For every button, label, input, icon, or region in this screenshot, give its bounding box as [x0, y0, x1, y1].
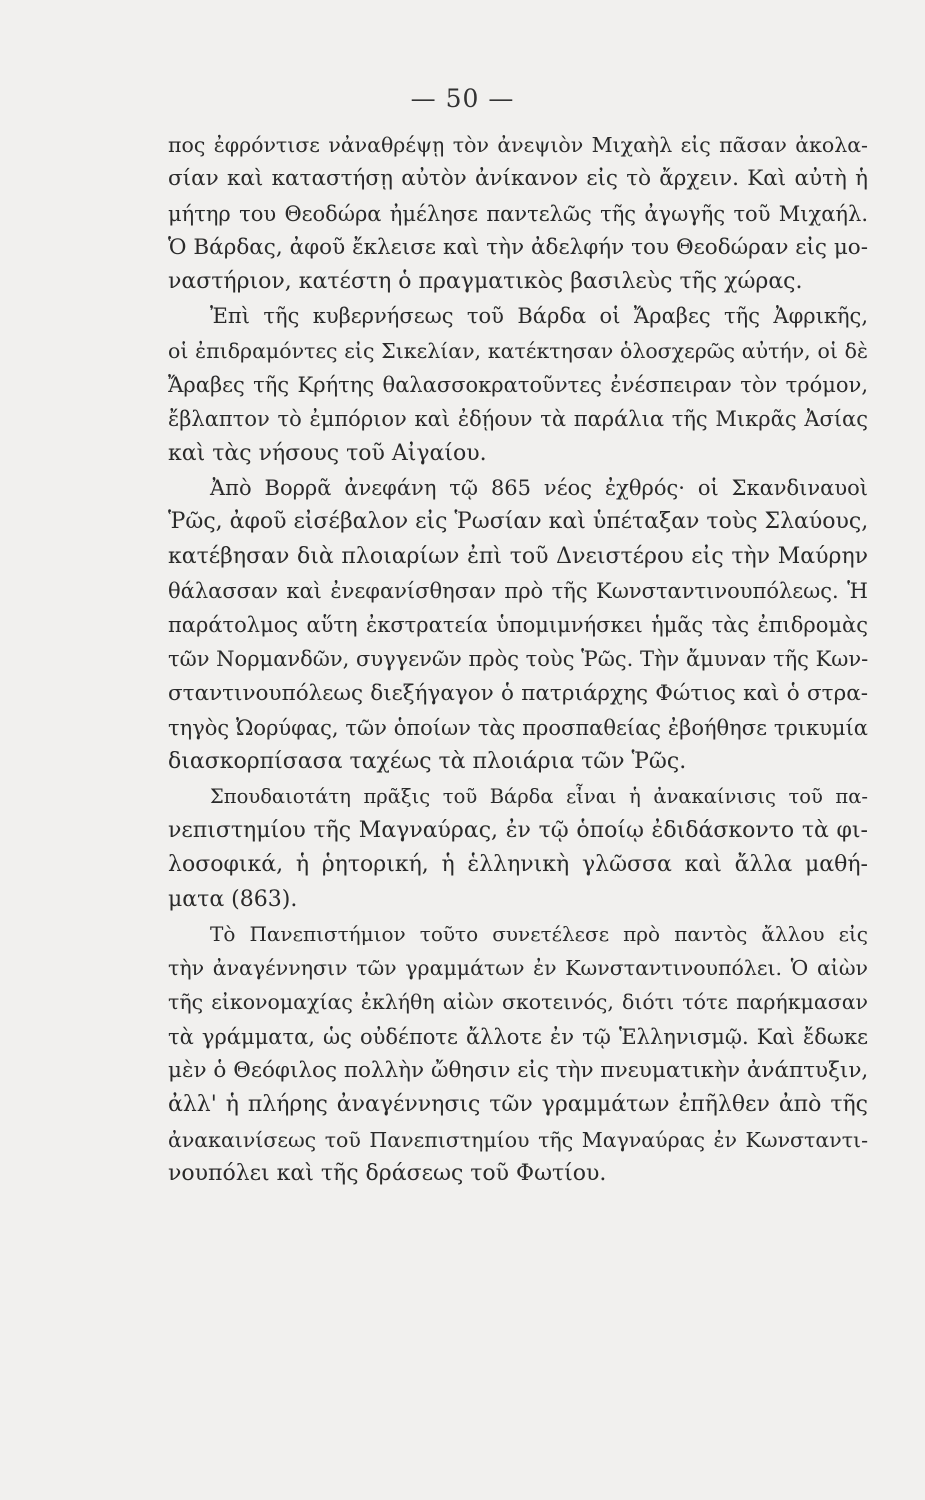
text-line: ἀνακαινίσεως τοῦ Πανεπιστημίου τῆς Μαγναύρας ἐν Κωνσταντι-	[168, 1127, 868, 1152]
text-line: τηγὸς Ὠορύφας, τῶν ὁποίων τὰς προσπαθείας ἐβοήθησε τρικυμία	[168, 716, 868, 741]
text-line: καὶ τὰς νήσους τοῦ Αἰγαίου.	[168, 440, 487, 466]
paragraph-4	[168, 780, 868, 917]
text-line: οἱ ἐπιδραμόντες εἰς Σικελίαν, κατέκτησαν ὁλοσχερῶς αὐτήν, οἱ δὲ	[168, 338, 868, 363]
text-line: τὴν ἀναγέννησιν τῶν γραμμάτων ἐν Κωνσταντινουπόλει. Ὁ αἰὼν	[168, 956, 868, 981]
paragraph-1	[168, 128, 868, 299]
text-line: πος ἐφρόντισε νἀναθρέψῃ τὸν ἀνεψιὸν Μιχαὴλ εἰς πᾶσαν ἀκολα-	[168, 133, 868, 157]
text-line: διασκορπίσασα ταχέως τὰ πλοιάρια τῶν Ῥῶς.	[168, 749, 687, 775]
text-line: Ὁ Βάρδας, ἀφοῦ ἔκλεισε καὶ τὴν ἀδελφήν του Θεοδώραν εἰς μο-	[168, 234, 868, 260]
text-line: ἀλλ' ἡ πλήρης ἀναγέννησις τῶν γραμμάτων ἐπῆλθεν ἀπὸ τῆς	[168, 1092, 868, 1118]
text-line: νουπόλει καὶ τῆς δράσεως τοῦ Φωτίου.	[168, 1160, 607, 1186]
text-line: Σπουδαιοτάτη πρᾶξις τοῦ Βάρδα εἶναι ἡ ἀνακαίνισις τοῦ πα-	[210, 784, 868, 808]
text-line: λοσοφικά, ἡ ῥητορική, ἡ ἑλληνικὴ γλῶσσα καὶ ἄλλα μαθή-	[168, 852, 868, 878]
text-line: μήτηρ του Θεοδώρα ἠμέλησε παντελῶς τῆς ἀγωγῆς τοῦ Μιχαήλ.	[168, 201, 868, 226]
text-line: τῆς εἰκονομαχίας ἐκλήθη αἰὼν σκοτεινός, διότι τότε παρήκμασαν	[168, 990, 868, 1015]
text-line: Τὸ Πανεπιστήμιον τοῦτο συνετέλεσε πρὸ παντὸς ἄλλου εἰς	[210, 921, 868, 946]
text-line: τῶν Νορμανδῶν, συγγενῶν πρὸς τοὺς Ῥῶς. Τὴν ἄμυναν τῆς Κων-	[168, 647, 869, 672]
body-text	[168, 128, 868, 1191]
page-number: — 50 —	[410, 84, 515, 113]
text-line: Ἐπὶ τῆς κυβερνήσεως τοῦ Βάρδα οἱ Ἄραβες τῆς Ἀφρικῆς,	[210, 304, 868, 329]
paragraph-3	[168, 471, 868, 780]
paragraph-2	[168, 299, 868, 470]
text-line: νεπιστημίου τῆς Μαγναύρας, ἐν τῷ ὁποίῳ ἐδιδάσκοντο τὰ φι-	[168, 817, 868, 843]
text-line: Ἄραβες τῆς Κρήτης θαλασσοκρατοῦντες ἐνέσπειραν τὸν τρόμον,	[168, 373, 868, 398]
text-line: ναστήριον, κατέστη ὁ πραγματικὸς βασιλεὺς τῆς χώρας.	[168, 269, 803, 295]
text-line: ματα (863).	[168, 886, 298, 912]
text-line: Ῥῶς, ἀφοῦ εἰσέβαλον εἰς Ῥωσίαν καὶ ὑπέταξαν τοὺς Σλαύους,	[168, 509, 869, 535]
text-line: τὰ γράμματα, ὡς οὐδέποτε ἄλλοτε ἐν τῷ Ἑλληνισμῷ. Καὶ ἔδωκε	[168, 1024, 868, 1049]
text-line: μὲν ὁ Θεόφιλος πολλὴν ὤθησιν εἰς τὴν πνευματικὴν ἀνάπτυξιν,	[168, 1058, 869, 1084]
text-line: ἔβλαπτον τὸ ἐμπόριον καὶ ἐδῄουν τὰ παράλια τῆς Μικρᾶς Ἀσίας	[168, 407, 868, 432]
text-line: θάλασσαν καὶ ἐνεφανίσθησαν πρὸ τῆς Κωνσταντινουπόλεως. Ἡ	[168, 578, 868, 603]
paragraph-5	[168, 917, 868, 1191]
text-line: Ἀπὸ Βορρᾶ ἀνεφάνη τῷ 865 νέος ἐχθρός· οἱ Σκανδιναυοὶ	[210, 475, 868, 500]
text-line: σίαν καὶ καταστήσῃ αὐτὸν ἀνίκανον εἰς τὸ ἄρχειν. Καὶ αὐτὴ ἡ	[168, 166, 868, 192]
text-line: σταντινουπόλεως διεξήγαγον ὁ πατριάρχης Φώτιος καὶ ὁ στρα-	[168, 680, 868, 706]
text-line: κατέβησαν διὰ πλοιαρίων ἐπὶ τοῦ Δνειστέρου εἰς τὴν Μαύρην	[168, 543, 868, 569]
text-line: παράτολμος αὕτη ἐκστρατεία ὑπομιμνήσκει ἡμᾶς τὰς ἐπιδρομὰς	[168, 613, 868, 638]
